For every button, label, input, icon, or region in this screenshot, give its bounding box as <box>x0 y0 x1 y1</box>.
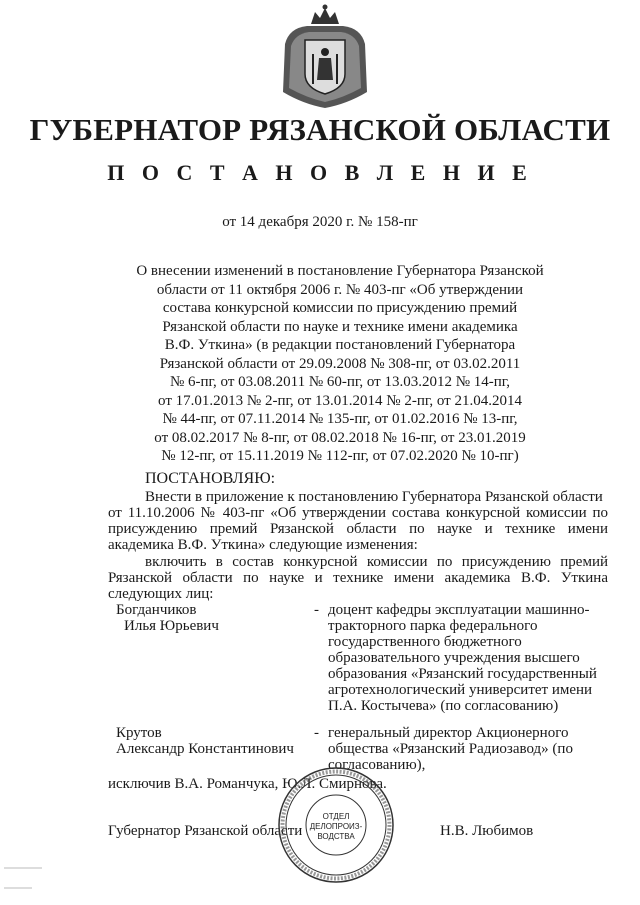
document-title <box>120 262 560 466</box>
description-line: генеральный директор Акционерного <box>328 725 569 741</box>
person-surname: Крутов <box>116 725 162 741</box>
paragraph-line: Внести в приложение к постановлению Губернатора Рязанской области <box>145 489 603 505</box>
person-given-name: Илья Юрьевич <box>124 618 219 634</box>
scan-margin-marks <box>2 858 62 898</box>
person-name <box>116 725 294 757</box>
paragraph-line: от 11.10.2006 № 403-пг «Об утверждении состава конкурсной комиссии по <box>108 505 608 521</box>
coat-of-arms-emblem <box>277 4 373 110</box>
person-surname: Богданчиков <box>116 602 197 618</box>
description-line: государственного бюджетного <box>328 634 522 650</box>
stamp-line: ОТДЕЛ <box>322 812 350 821</box>
signature-name: Н.В. Любимов <box>440 823 534 839</box>
document-date-number: от 14 декабря 2020 г. № 158-пг <box>222 214 418 230</box>
person-name <box>116 602 219 634</box>
paragraph-line: Рязанской области по науке и технике имени академика В.Ф. Уткина <box>108 570 608 586</box>
title-line: области от 11 октября 2006 г. № 403-пг «Об утверждении <box>156 281 524 298</box>
title-line: О внесении изменений в постановление Губернатора Рязанской <box>136 263 544 279</box>
description-line: образования «Рязанский государственный <box>328 666 597 682</box>
official-stamp <box>276 765 396 885</box>
title-line: состава конкурсной комиссии по присуждению премий <box>162 300 518 316</box>
title-line: В.Ф. Уткина» (в редакции постановлений Губернатора <box>164 337 516 353</box>
title-line: Рязанской области по науке и технике имени академика <box>162 318 518 335</box>
description-line: согласованию), <box>328 757 426 773</box>
title-line: от 08.02.2017 № 8-пг, от 08.02.2018 № 16-пг, от 23.01.2019 <box>154 429 526 446</box>
dash-separator: - <box>314 602 319 618</box>
paragraph-line: включить в состав конкурсной комиссии по присуждению премий <box>145 554 608 570</box>
signature-role: Губернатор Рязанской области <box>108 823 303 839</box>
exclusion-line: исключив В.А. Романчука, Ю.Л. Смирнова. <box>108 776 387 792</box>
person-given-name: Александр Константинович <box>116 741 294 757</box>
description-line: П.А. Костычева» (по согласованию) <box>328 698 559 714</box>
description-line: образовательного учреждения высшего <box>328 650 580 666</box>
title-line: № 12-пг, от 15.11.2019 № 112-пг, от 07.02.2020 № 10-пг) <box>161 448 519 464</box>
paragraph-line: академика В.Ф. Уткина» следующие изменения: <box>108 537 418 553</box>
person-description <box>328 602 597 714</box>
paragraph-line: присуждению премий Рязанской области по науке и технике имени <box>108 521 608 537</box>
paragraph-include <box>108 554 608 602</box>
description-line: общества «Рязанский Радиозавод» (по <box>328 741 573 757</box>
dash-separator: - <box>314 725 319 741</box>
title-line: № 6-пг, от 03.08.2011 № 60-пг, от 13.03.2012 № 14-пг, <box>169 374 511 390</box>
description-line: тракторного парка федерального <box>328 618 538 634</box>
paragraph-line: следующих лиц: <box>108 586 214 602</box>
authority-heading: ГУБЕРНАТОР РЯЗАНСКОЙ ОБЛАСТИ <box>29 112 611 147</box>
description-line: агротехнологический университет имени <box>328 682 593 698</box>
title-line: Рязанской области от 29.09.2008 № 308-пг, от 03.02.2011 <box>159 355 521 372</box>
preamble: ПОСТАНОВЛЯЮ: <box>145 470 276 487</box>
stamp-line: ВОДСТВА <box>317 832 355 841</box>
description-line: доцент кафедры эксплуатации машинно- <box>328 602 590 618</box>
paragraph-amendment <box>108 489 608 553</box>
title-line: от 17.01.2013 № 2-пг, от 13.01.2014 № 2-пг, от 21.04.2014 <box>158 392 522 409</box>
title-line: № 44-пг, от 07.11.2014 № 135-пг, от 01.02.2016 № 13-пг, <box>162 411 518 427</box>
document-type-heading: П О С Т А Н О В Л Е Н И Е <box>107 160 533 185</box>
stamp-line: ДЕЛОПРОИЗ- <box>309 822 363 831</box>
